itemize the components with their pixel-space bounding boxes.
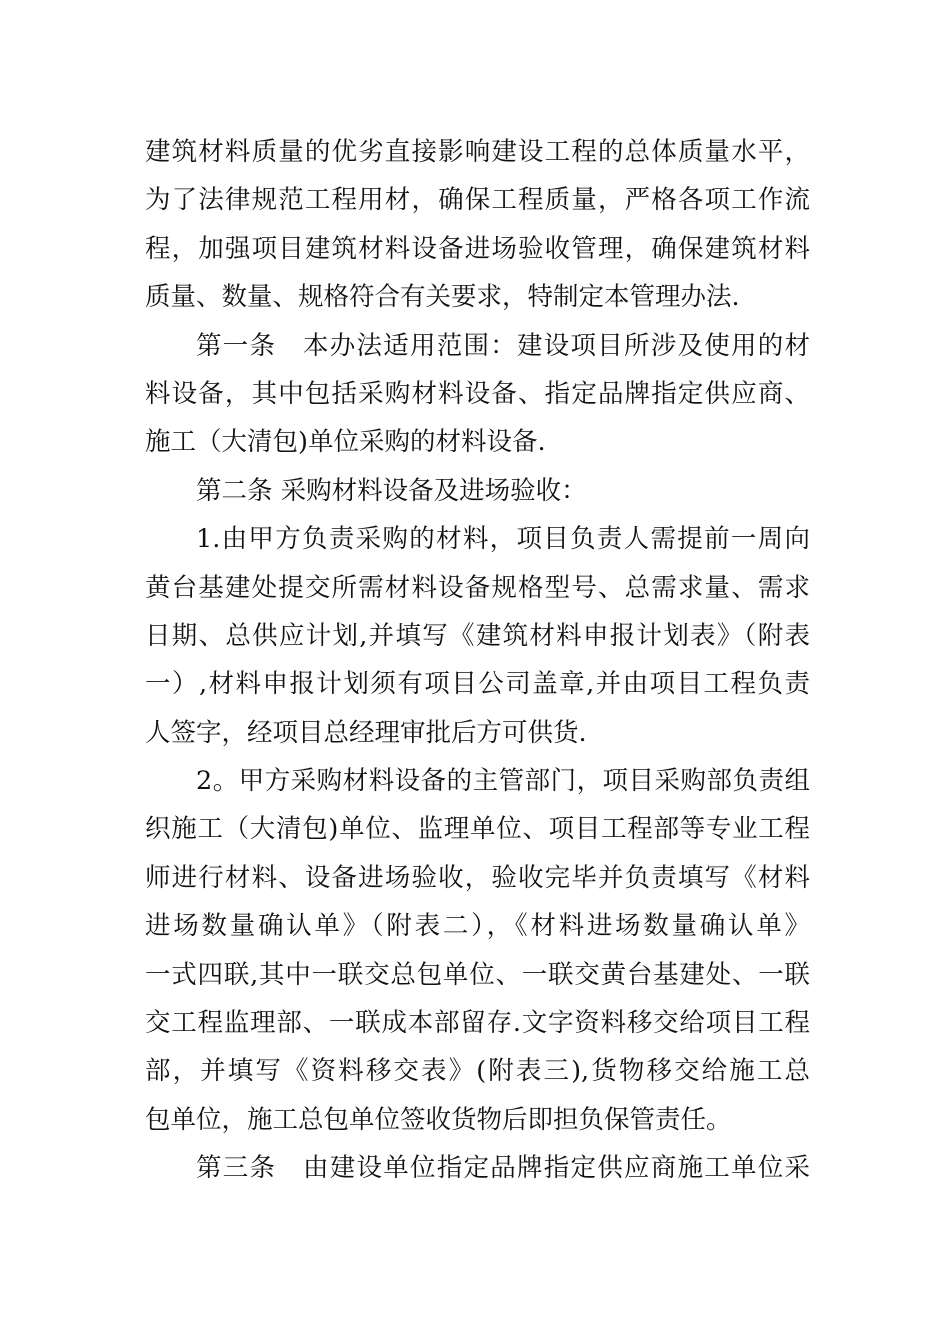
text-line: 交工程监理部、一联成本部留存.文字资料移交给项目工程	[145, 1008, 810, 1039]
text-line: 部，并填写《资料移交表》(附表三),货物移交给施工总	[145, 1056, 810, 1087]
text-line: 人签字，经项目总经理审批后方可供货.	[145, 717, 587, 748]
text-line: 师进行材料、设备进场验收，验收完毕并负责填写《材料	[145, 862, 810, 893]
text-line: 建筑材料质量的优劣直接影响建设工程的总体质量水平，	[145, 137, 810, 167]
text-line: 质量、数量、规格符合有关要求，特制定本管理办法.	[145, 282, 740, 313]
text-line: 2。甲方采购材料设备的主管部门，项目采购部负责组	[196, 766, 810, 797]
text-line: 日期、总供应计划,并填写《建筑材料申报计划表》（附表	[145, 620, 810, 651]
text-line: 一）,材料申报计划须有项目公司盖章,并由项目工程负责	[145, 669, 810, 700]
text-line: 织施工（大清包)单位、监理单位、项目工程部等专业工程	[145, 814, 810, 845]
text-line: 料设备，其中包括采购材料设备、指定品牌指定供应商、	[145, 378, 810, 409]
text-line: 1.由甲方负责采购的材料，项目负责人需提前一周向	[196, 524, 810, 555]
text-line: 黄台基建处提交所需材料设备规格型号、总需求量、需求	[145, 572, 810, 603]
text-line: 包单位，施工总包单位签收货物后即担负保管责任。	[145, 1104, 732, 1135]
text-line: 第二条 采购材料设备及进场验收：	[196, 475, 587, 506]
document-body	[145, 128, 810, 1193]
text-line: 程，加强项目建筑材料设备进场验收管理，确保建筑材料	[145, 233, 810, 264]
text-line: 一式四联,其中一联交总包单位、一联交黄台基建处、一联	[145, 959, 810, 990]
text-line: 第一条 本办法适用范围：建设项目所涉及使用的材	[196, 330, 810, 361]
text-line: 为了法律规范工程用材，确保工程质量，严格各项工作流	[145, 185, 810, 216]
text-line: 第三条 由建设单位指定品牌指定供应商施工单位采	[196, 1153, 810, 1184]
text-line: 施工（大清包)单位采购的材料设备.	[145, 427, 546, 458]
text-line: 进场数量确认单》（附表二），《材料进场数量确认单》	[145, 911, 810, 942]
